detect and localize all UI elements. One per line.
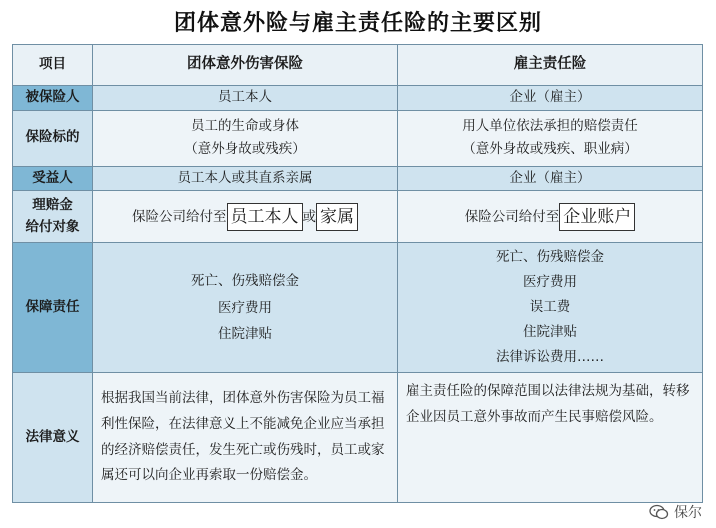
wechat-icon: [649, 504, 669, 520]
watermark-logo: [649, 502, 702, 522]
table-row-payment: [13, 191, 703, 243]
boxed-term: 企业账户: [559, 203, 635, 231]
table-row-beneficiary: [13, 166, 703, 191]
coverage-item: 法律诉讼费用……: [496, 349, 604, 366]
coverage-item: 死亡、伤残赔偿金: [191, 273, 299, 290]
cell-accident: 根据我国当前法律，团体意外伤害保险为员工福利性保险，在法律意义上不能减免企业应当承担的经济赔偿责任，发生死亡或伤残时，员工或家属还可以向企业再索取一份赔偿金。: [93, 373, 398, 503]
cell-liability: [398, 110, 703, 166]
table-row-insured: [13, 86, 703, 111]
payment-connector: 或: [302, 208, 316, 225]
cell-liability: [398, 243, 703, 373]
coverage-item: 医疗费用: [218, 299, 272, 316]
cell-liability: 企业（雇主）: [398, 86, 703, 111]
cell-line: （意外身故或残疾）: [184, 141, 306, 158]
coverage-item: 死亡、伤残赔偿金: [496, 249, 604, 266]
row-label: 保障责任: [13, 243, 93, 373]
coverage-item: 住院津贴: [218, 325, 272, 342]
header-group-accident: 团体意外伤害保险: [93, 45, 398, 86]
header-item: 项目: [13, 45, 93, 86]
header-employer-liability: 雇主责任险: [398, 45, 703, 86]
boxed-term: 家属: [316, 203, 358, 231]
cell-accident: [93, 191, 398, 243]
row-label: 法律意义: [13, 373, 93, 503]
cell-line: 员工的生命或身体: [191, 117, 299, 134]
boxed-term: 员工本人: [227, 203, 303, 231]
watermark-text: 保尔: [674, 505, 702, 521]
payment-prefix: 保险公司给付至: [464, 208, 560, 225]
coverage-item: 医疗费用: [523, 274, 577, 291]
cell-accident: [93, 110, 398, 166]
table-row-legal: [13, 373, 703, 503]
cell-line: 用人单位依法承担的赔偿责任: [462, 117, 638, 134]
payment-prefix: 保险公司给付至: [132, 208, 227, 225]
row-label: [13, 191, 93, 243]
cell-liability: [398, 191, 703, 243]
page-title: 团体意外险与雇主责任险的主要区别: [173, 11, 542, 36]
table-row-coverage: [13, 243, 703, 373]
table-header-row: [13, 45, 703, 86]
row-label-line: 理赔金: [32, 197, 73, 214]
cell-liability: 企业（雇主）: [398, 166, 703, 191]
table-row-subject: [13, 110, 703, 166]
coverage-item: 误工费: [529, 299, 571, 316]
row-label-line: 给付对象: [25, 218, 80, 235]
cell-accident: [93, 243, 398, 373]
cell-liability: 雇主责任险的保障范围以法律法规为基础，转移企业因员工意外事故而产生民事赔偿风险。: [398, 373, 703, 503]
comparison-table: [12, 44, 703, 503]
cell-line: （意外身故或残疾、职业病）: [462, 141, 638, 158]
cell-accident: 员工本人或其直系亲属: [93, 166, 398, 191]
coverage-item: 住院津贴: [523, 324, 577, 341]
cell-accident: 员工本人: [93, 86, 398, 111]
row-label: 受益人: [13, 166, 93, 191]
row-label: 保险标的: [13, 110, 93, 166]
row-label: 被保险人: [13, 86, 93, 111]
